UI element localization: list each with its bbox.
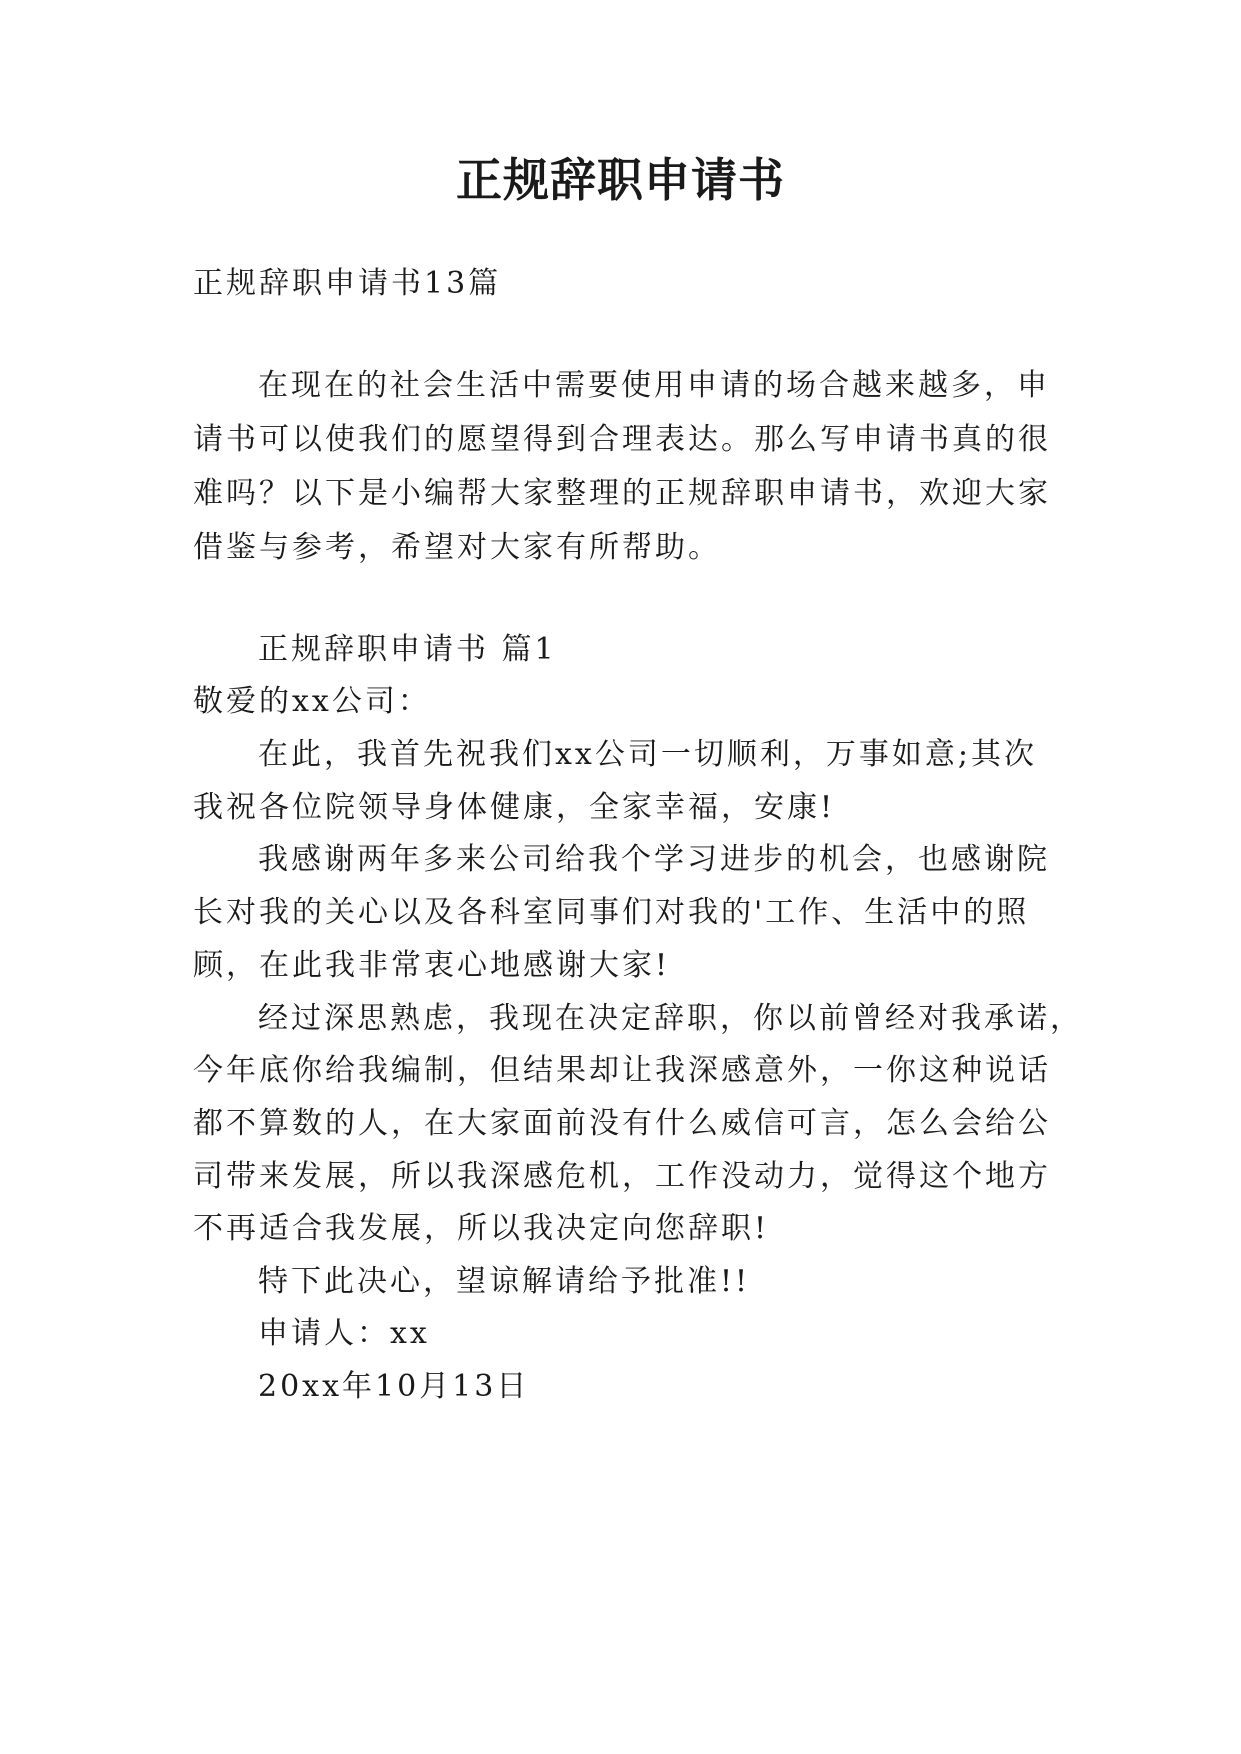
body-line: 特下此决心，望谅解请给予批准!!: [258, 1264, 751, 1299]
document-title: 正规辞职申请书: [456, 153, 785, 207]
body-line: 我感谢两年多来公司给我个学习进步的机会，也感谢院: [258, 842, 1050, 877]
intro-line: 在现在的社会生活中需要使用申请的场合越来越多，申: [258, 368, 1050, 403]
intro-line: 请书可以使我们的愿望得到合理表达。那么写申请书真的很: [193, 422, 1051, 457]
salutation: 敬爱的xx公司：: [193, 684, 431, 719]
body-line: 司带来发展，所以我深感危机，工作没动力，觉得这个地方: [193, 1159, 1051, 1194]
body-line: 顾，在此我非常衷心地感谢大家!: [193, 948, 671, 983]
body-line: 经过深思熟虑，我现在决定辞职，你以前曾经对我承诺，: [258, 1001, 1083, 1036]
body-line: 不再适合我发展，所以我决定向您辞职!: [193, 1211, 770, 1246]
intro-line: 借鉴与参考，希望对大家有所帮助。: [193, 530, 721, 565]
body-line: 长对我的关心以及各科室同事们对我的'工作、生活中的照: [193, 895, 1030, 930]
section-heading: 正规辞职申请书 篇1: [258, 632, 557, 667]
body-line: 我祝各位院领导身体健康，全家幸福，安康!: [193, 790, 836, 825]
intro-line: 难吗？以下是小编帮大家整理的正规辞职申请书，欢迎大家: [193, 476, 1051, 511]
date-line: 20xx年10月13日: [258, 1369, 530, 1404]
applicant-line: 申请人：xx: [258, 1316, 430, 1351]
body-line: 在此，我首先祝我们xx公司一切顺利，万事如意;其次: [258, 737, 1037, 772]
body-line: 都不算数的人，在大家面前没有什么威信可言，怎么会给公: [193, 1106, 1051, 1141]
body-line: 今年底你给我编制，但结果却让我深感意外，一你这种说话: [193, 1053, 1051, 1088]
document-subtitle: 正规辞职申请书13篇: [193, 266, 502, 301]
